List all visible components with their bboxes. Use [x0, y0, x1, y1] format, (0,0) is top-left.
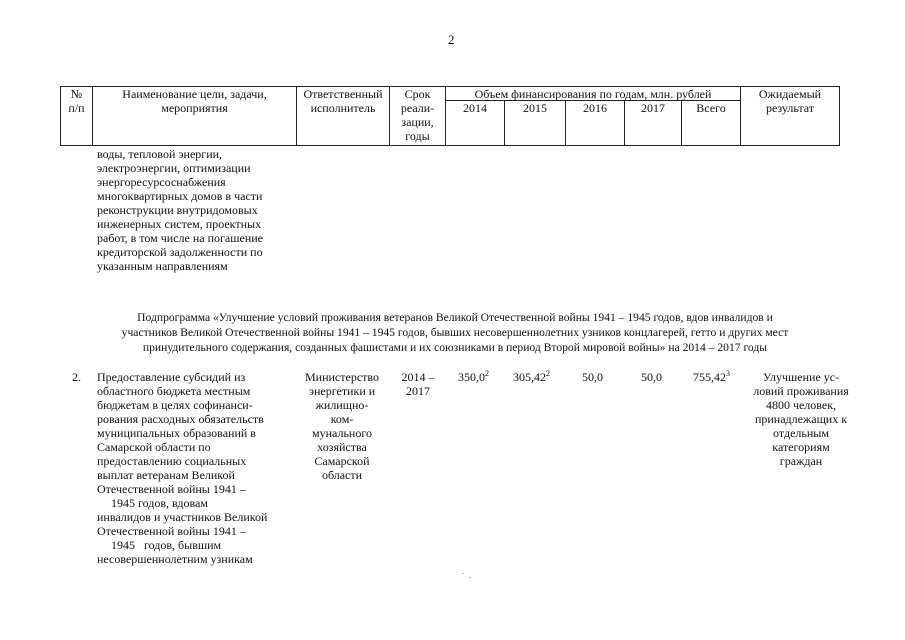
row-value-total: 755,42$^3$: [693, 369, 730, 384]
subprogram-title: Подпрограмма «Улучшение условий проживания ветеранов Великой Отечественной войны 1941 – 1945 годов, вдов инвалидов и участников Великой Отечественной войны 1941 – 1945 годов, бывших несовершеннолетних узников концлагерей, гетто и других мест принудительного содержания, созданных фашистами и их союзниками в период Второй мировой войны» на 2014 – 2017 годы: [121, 311, 789, 354]
row-number: 2.: [72, 370, 81, 384]
header-year-2015: 2015: [523, 101, 547, 115]
header-total: Всего: [696, 101, 726, 115]
row-value-2015: 305,42$^2$: [513, 369, 550, 384]
continuation-text: воды, тепловой энергии, электроэнергии, оптимизации энергоресурсоснабжения многоквартирных домов в части реконструкции внутридомовых инженерных систем, проектных работ, в том числе на погашение кредиторской задолженности по указанным направлениям: [97, 147, 263, 273]
row-term: 2014 – 2017: [401, 370, 435, 398]
header-year-2017: 2017: [641, 101, 665, 115]
row-value-2016: 50,0: [582, 370, 603, 384]
header-table-grid: [0, 0, 905, 160]
header-result: Ожидаемый результат: [758, 87, 822, 115]
row-name: Предоставление субсидий из областного бюджета местным бюджетам в целях софинанси- рования расходных обязательств муниципальных образований в Самарской области по предоставлению социальных выплат ветеранам Великой Отечественной войны 1941 – 1945 годов, вдовам инвалидов и участников Великой Отечественной войны 1941 – 1945 годов, бывшим несовершеннолетним узникам: [97, 370, 268, 566]
page-number: 2: [448, 32, 455, 47]
header-year-2014: 2014: [463, 101, 487, 115]
header-year-2016: 2016: [583, 101, 607, 115]
header-funding-title: Объем финансирования по годам, млн. рублей: [474, 87, 712, 101]
scan-speck: [469, 577, 471, 578]
header-num: № п/п: [68, 87, 85, 115]
header-term: Срок реали- зации, годы: [400, 87, 435, 143]
scan-speck: [462, 573, 464, 574]
row-value-2017: 50,0: [641, 370, 662, 384]
row-value-2014: 350,0$^2$: [458, 369, 489, 384]
header-executor: Ответственный исполнитель: [303, 87, 383, 115]
row-result: Улучшение ус- ловий проживания 4800 человек, принадлежащих к отдельным категориям граждан: [753, 370, 849, 468]
header-name: Наименование цели, задачи, мероприятия: [122, 87, 267, 115]
row-executor: Министерство энергетики и жилищно- ком- мунального хозяйства Самарской области: [305, 370, 379, 482]
